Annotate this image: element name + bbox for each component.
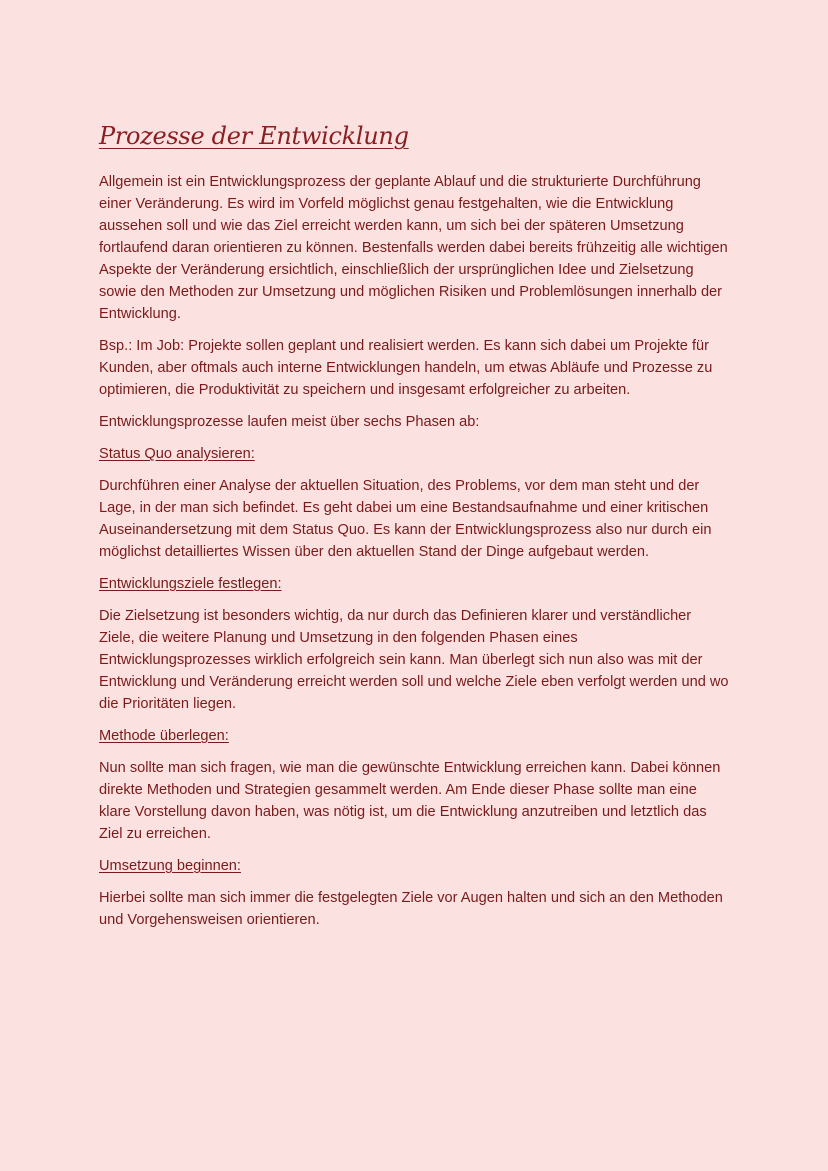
document-page xyxy=(99,118,729,941)
section-text-methode: Nun sollte man sich fragen, wie man die gewünschte Entwicklung erreichen kann. Dabei können direkte Methoden und Strategien gesammelt werden. Am Ende dieser Phase sollte man eine klare Vorstellung davon haben, was nötig ist, um die Entwicklung anzutreiben und letztlich das Ziel zu erreichen. xyxy=(99,760,721,842)
example-paragraph: Bsp.: Im Job: Projekte sollen geplant und realisiert werden. Es kann sich dabei um Projekte für Kunden, aber oftmals auch interne Entwicklungen handeln, um etwas Abläufe und Prozesse zu optimieren, die Produktivität zu speichern und insgesamt erfolgreicher zu arbeiten. xyxy=(99,338,713,398)
section-text-umsetzung: Hierbei sollte man sich immer die festgelegten Ziele vor Augen halten und sich an den Methoden und Vorgehensweisen orientieren. xyxy=(99,890,723,928)
page-title: Prozesse der Entwicklung xyxy=(99,122,409,150)
intro-paragraph: Allgemein ist ein Entwicklungsprozess der geplante Ablauf und die strukturierte Durchführung einer Veränderung. Es wird im Vorfeld möglichst genau festgehalten, wie die Entwicklung aussehen soll und wie das Ziel erreicht werden kann, um sich bei der späteren Umsetzung fortlaufend daran orientieren zu können. Bestenfalls werden dabei bereits frühzeitig alle wichtigen Aspekte der Veränderung ersichtlich, einschließlich der ursprünglichen Idee und Zielsetzung sowie den Methoden zur Umsetzung und möglichen Risiken und Problemlösungen innerhalb der Entwicklung. xyxy=(99,174,728,322)
section-text-ziele: Die Zielsetzung ist besonders wichtig, da nur durch das Definieren klarer und verständlicher Ziele, die weitere Planung und Umsetzung in den folgenden Phasen eines Entwicklungsprozesses wirklich erfolgreich sein kann. Man überlegt sich nun also was mit der Entwicklung und Veränderung erreicht werden soll und welche Ziele eben verfolgt werden und wo die Prioritäten liegen. xyxy=(99,608,729,712)
section-text-status-quo: Durchführen einer Analyse der aktuellen Situation, des Problems, vor dem man steht und der Lage, in der man sich befindet. Es geht dabei um eine Bestandsaufnahme und einer kritischen Auseinandersetzung mit dem Status Quo. Es kann der Entwicklungsprozess also nur durch ein möglichst detailliertes Wissen über den aktuellen Stand der Dinge aufgebaut werden. xyxy=(99,478,712,560)
section-heading-status-quo: Status Quo analysieren: xyxy=(99,446,255,462)
section-heading-methode: Methode überlegen: xyxy=(99,728,229,744)
phases-intro-paragraph: Entwicklungsprozesse laufen meist über sechs Phasen ab: xyxy=(99,414,480,430)
section-heading-umsetzung: Umsetzung beginnen: xyxy=(99,858,241,874)
section-heading-ziele: Entwicklungsziele festlegen: xyxy=(99,576,282,592)
